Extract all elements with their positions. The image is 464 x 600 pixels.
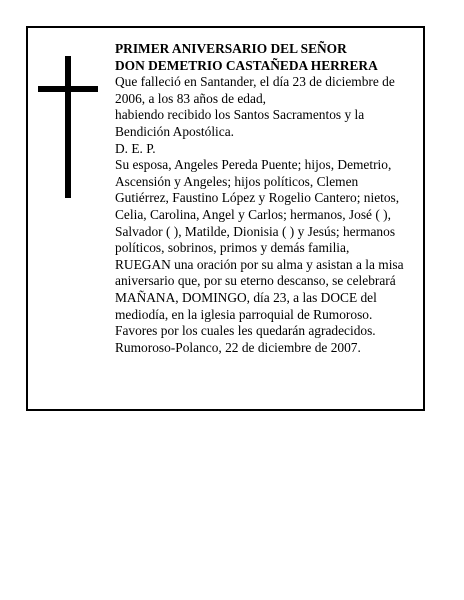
cross-icon [38, 56, 98, 198]
notice-title-line-1: PRIMER ANIVERSARIO DEL SEÑOR [115, 41, 347, 56]
mass-request-text: RUEGAN una oración por su alma y asistan a la misa aniversario que, por su eterno descanso, se celebrará MAÑANA, DOMINGO, día 23, a las DOCE del mediodía, en la iglesia parroquial de Rumoroso. [115, 256, 404, 322]
notice-title-line-2: DON DEMETRIO CASTAÑEDA HERRERA [115, 57, 378, 73]
thanks-text: Favores por los cuales les quedarán agradecidos. [115, 323, 376, 339]
death-info-line-1: Que falleció en Santander, el día 23 de diciembre de [115, 74, 395, 90]
notice-text [115, 41, 415, 356]
family-text: Su esposa, Angeles Pereda Puente; hijos, Demetrio, Ascensión y Angeles; hijos políticos, Clemen Gutiérrez, Faustino López y Rogelio Cantero; nietos, Celia, Carolina, Angel y Carlos; hermanos, José ( ), Salvador ( ), Matilde, Dionisia ( ) y Jesús; hermanos políticos, sobrinos, primos y demás familia, [115, 157, 400, 256]
dep-text: D. E. P. [115, 140, 156, 156]
cross-horizontal-bar [38, 86, 98, 92]
place-date-text: Rumoroso-Polanco, 22 de diciembre de 2007. [115, 339, 361, 355]
obituary-notice [26, 26, 425, 411]
sacraments-text: habiendo recibido los Santos Sacramentos y la Bendición Apostólica. [115, 107, 365, 139]
death-info-line-2: 2006, a los 83 años de edad, [115, 90, 266, 106]
cross-vertical-bar [65, 56, 71, 198]
